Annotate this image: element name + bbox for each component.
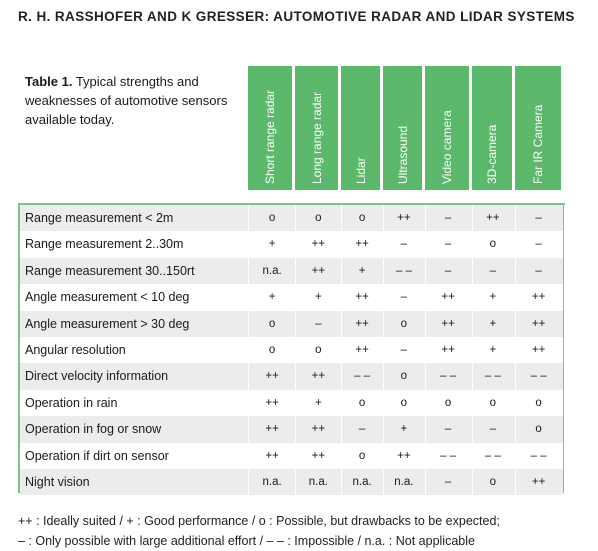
rating-cell: ++: [531, 476, 546, 488]
column-separator: [295, 416, 296, 442]
rating-cell: ++: [441, 291, 455, 304]
column-separator: [425, 284, 426, 310]
table-row: [20, 363, 563, 389]
rating-cell: –: [444, 212, 452, 224]
rating-cell: o: [268, 317, 276, 330]
rating-cell: ++: [311, 264, 326, 277]
rating-cell: ++: [397, 449, 411, 462]
rating-cell: o: [358, 212, 366, 224]
table-row: [20, 231, 563, 257]
column-separator: [515, 443, 516, 469]
rating-cell: o: [358, 396, 366, 409]
row-label: Range measurement 2..30m: [25, 237, 184, 252]
column-separator: [295, 390, 296, 416]
table-row: [20, 443, 563, 469]
rating-cell: ++: [397, 212, 411, 224]
rating-cell: +: [400, 423, 408, 436]
column-separator: [564, 337, 565, 363]
column-header: [248, 66, 292, 190]
column-separator: [248, 205, 249, 231]
rating-cell: +: [489, 317, 497, 330]
column-separator: [472, 443, 473, 469]
column-separator: [564, 205, 565, 231]
column-header: [425, 66, 469, 190]
rating-cell: –: [535, 238, 542, 251]
column-separator: [341, 443, 342, 469]
column-separator: [564, 258, 565, 284]
rating-cell: o: [400, 317, 408, 330]
column-separator: [425, 363, 426, 389]
column-separator: [564, 443, 565, 469]
column-separator: [248, 443, 249, 469]
legend-line-1: ++ : Ideally suited / + : Good performance / o : Possible, but drawbacks to be expected;: [18, 514, 500, 528]
column-separator: [472, 469, 473, 495]
column-separator: [472, 416, 473, 442]
rating-cell: ++: [441, 317, 455, 330]
rating-cell: +: [489, 291, 497, 304]
column-separator: [472, 284, 473, 310]
column-separator: [248, 337, 249, 363]
column-separator: [383, 469, 384, 495]
rating-cell: – –: [395, 264, 412, 277]
rating-cell: o: [535, 396, 542, 409]
table-row: [20, 205, 563, 231]
column-separator: [564, 284, 565, 310]
column-separator: [341, 205, 342, 231]
column-separator: [295, 231, 296, 257]
column-separator: [248, 284, 249, 310]
column-separator: [515, 469, 516, 495]
column-separator: [425, 416, 426, 442]
page-header: R. H. RASSHOFER AND K GRESSER: AUTOMOTIVE RADAR AND LIDAR SYSTEMS: [18, 9, 575, 24]
rating-cell: +: [358, 264, 366, 277]
rating-cell: – –: [530, 449, 547, 462]
table-row: [20, 390, 563, 416]
row-label: Angle measurement > 30 deg: [25, 316, 190, 331]
column-separator: [383, 231, 384, 257]
rating-cell: o: [315, 344, 322, 356]
rating-cell: –: [535, 264, 542, 277]
rating-cell: – –: [440, 449, 457, 462]
column-header: [472, 66, 512, 190]
rating-cell: ++: [531, 317, 546, 330]
column-separator: [515, 284, 516, 310]
rating-cell: –: [444, 264, 452, 277]
rating-cell: –: [400, 291, 408, 304]
column-header-label: Short range radar: [263, 89, 277, 184]
column-separator: [515, 390, 516, 416]
column-separator: [472, 205, 473, 231]
rating-cell: n.a.: [308, 476, 328, 488]
rating-cell: o: [535, 423, 542, 436]
column-separator: [472, 311, 473, 337]
rating-cell: o: [400, 396, 408, 409]
table-caption: [25, 72, 235, 129]
column-separator: [248, 231, 249, 257]
row-label: Range measurement 30..150rt: [25, 263, 195, 278]
column-separator: [564, 311, 565, 337]
column-separator: [515, 311, 516, 337]
rating-cell: +: [268, 238, 276, 251]
rating-cell: n.a.: [262, 264, 282, 277]
rating-cell: +: [268, 291, 276, 304]
column-separator: [383, 284, 384, 310]
column-separator: [383, 337, 384, 363]
column-separator: [383, 258, 384, 284]
rating-cell: ++: [355, 317, 369, 330]
column-header-label: Video camera: [440, 110, 454, 184]
column-headers: [248, 66, 564, 190]
table-row: [20, 469, 563, 495]
rating-cell: o: [358, 449, 366, 462]
column-separator: [341, 284, 342, 310]
rating-cell: o: [489, 396, 497, 409]
column-separator: [383, 311, 384, 337]
comparison-table: [18, 203, 565, 493]
row-label: Direct velocity information: [25, 369, 169, 384]
rating-cell: –: [444, 238, 452, 251]
rating-cell: ++: [441, 344, 455, 356]
column-separator: [425, 390, 426, 416]
column-separator: [472, 258, 473, 284]
rating-cell: ++: [311, 238, 326, 251]
rating-cell: +: [489, 344, 497, 356]
column-separator: [564, 390, 565, 416]
rating-cell: ++: [265, 396, 279, 409]
rating-cell: ++: [355, 238, 369, 251]
column-header-label: Ultrasound: [395, 125, 410, 184]
legend: [18, 511, 500, 551]
column-separator: [295, 337, 296, 363]
column-separator: [295, 284, 296, 310]
rating-cell: –: [400, 344, 408, 356]
column-separator: [472, 337, 473, 363]
rating-cell: n.a.: [262, 476, 282, 488]
column-separator: [515, 337, 516, 363]
rating-cell: –: [489, 264, 497, 277]
column-separator: [248, 416, 249, 442]
column-separator: [564, 231, 565, 257]
rating-cell: +: [315, 396, 322, 409]
rating-cell: n.a.: [352, 476, 372, 488]
rating-cell: – –: [484, 370, 501, 383]
rating-cell: o: [315, 212, 322, 224]
column-separator: [425, 258, 426, 284]
column-separator: [383, 443, 384, 469]
rating-cell: o: [400, 370, 408, 383]
column-separator: [295, 443, 296, 469]
column-separator: [383, 390, 384, 416]
column-header: [515, 66, 561, 190]
column-separator: [515, 416, 516, 442]
column-separator: [341, 469, 342, 495]
rating-cell: o: [268, 344, 276, 356]
rating-cell: –: [444, 423, 452, 436]
column-header-label: Lidar: [353, 157, 368, 184]
legend-line-2: – : Only possible with large additional effort / – – : Impossible / n.a. : Not applicable: [18, 534, 475, 548]
column-separator: [564, 363, 565, 389]
column-separator: [248, 390, 249, 416]
column-separator: [425, 469, 426, 495]
rating-cell: ++: [531, 291, 546, 304]
rating-cell: o: [489, 476, 497, 488]
row-label: Angle measurement < 10 deg: [25, 290, 190, 305]
rating-cell: –: [315, 317, 322, 330]
column-separator: [341, 416, 342, 442]
column-separator: [472, 363, 473, 389]
table-row: [20, 258, 563, 284]
column-separator: [383, 363, 384, 389]
table-row: [20, 337, 563, 363]
column-header-label: Far IR Camera: [531, 104, 545, 184]
column-separator: [295, 311, 296, 337]
rating-cell: ++: [311, 423, 326, 436]
rating-cell: – –: [354, 370, 371, 383]
table-row: [20, 416, 563, 442]
column-separator: [248, 311, 249, 337]
column-separator: [564, 469, 565, 495]
rating-cell: ++: [265, 370, 279, 383]
row-label: Operation if dirt on sensor: [25, 448, 169, 463]
row-label: Night vision: [25, 475, 90, 489]
rating-cell: ++: [355, 344, 369, 356]
rating-cell: – –: [530, 370, 547, 383]
column-separator: [248, 363, 249, 389]
column-separator: [425, 205, 426, 231]
rating-cell: –: [358, 423, 366, 436]
column-separator: [248, 258, 249, 284]
rating-cell: o: [489, 238, 497, 251]
rating-cell: ++: [531, 344, 546, 356]
rating-cell: –: [535, 212, 542, 224]
column-separator: [383, 416, 384, 442]
column-separator: [248, 469, 249, 495]
rating-cell: –: [444, 476, 452, 488]
row-label: Operation in rain: [25, 395, 118, 410]
column-separator: [425, 231, 426, 257]
rating-cell: ++: [265, 449, 279, 462]
column-separator: [564, 416, 565, 442]
column-separator: [472, 390, 473, 416]
rating-cell: o: [444, 396, 452, 409]
rating-cell: ++: [311, 449, 326, 462]
column-header-label: Long range radar: [309, 91, 324, 184]
column-separator: [383, 205, 384, 231]
row-label: Operation in fog or snow: [25, 422, 162, 437]
rating-cell: ++: [311, 370, 326, 383]
column-separator: [341, 231, 342, 257]
caption-text: Typical strengths and weaknesses of automotive sensors available today.: [25, 74, 228, 127]
column-header-label: 3D-camera: [485, 124, 499, 184]
column-separator: [425, 311, 426, 337]
table-row: [20, 311, 563, 337]
column-separator: [295, 363, 296, 389]
column-separator: [295, 258, 296, 284]
row-label: Range measurement < 2m: [25, 211, 174, 225]
column-separator: [341, 258, 342, 284]
column-separator: [515, 363, 516, 389]
column-separator: [425, 337, 426, 363]
rating-cell: +: [315, 291, 322, 304]
column-separator: [515, 258, 516, 284]
column-header: [341, 66, 380, 190]
column-separator: [515, 205, 516, 231]
rating-cell: ++: [355, 291, 369, 304]
rating-cell: ++: [486, 212, 500, 224]
rating-cell: o: [268, 212, 276, 224]
column-separator: [295, 205, 296, 231]
rating-cell: – –: [440, 370, 457, 383]
rating-cell: –: [489, 423, 497, 436]
row-label: Angular resolution: [25, 343, 126, 357]
column-separator: [341, 363, 342, 389]
rating-cell: n.a.: [394, 476, 414, 488]
rating-cell: –: [400, 238, 408, 251]
column-separator: [341, 337, 342, 363]
column-separator: [341, 390, 342, 416]
column-separator: [341, 311, 342, 337]
column-separator: [295, 469, 296, 495]
column-header: [295, 66, 338, 190]
column-separator: [425, 443, 426, 469]
rating-cell: – –: [484, 449, 501, 462]
caption-label: Table 1.: [25, 74, 73, 89]
column-separator: [472, 231, 473, 257]
table-row: [20, 284, 563, 310]
column-header: [383, 66, 422, 190]
rating-cell: ++: [265, 423, 279, 436]
column-separator: [515, 231, 516, 257]
